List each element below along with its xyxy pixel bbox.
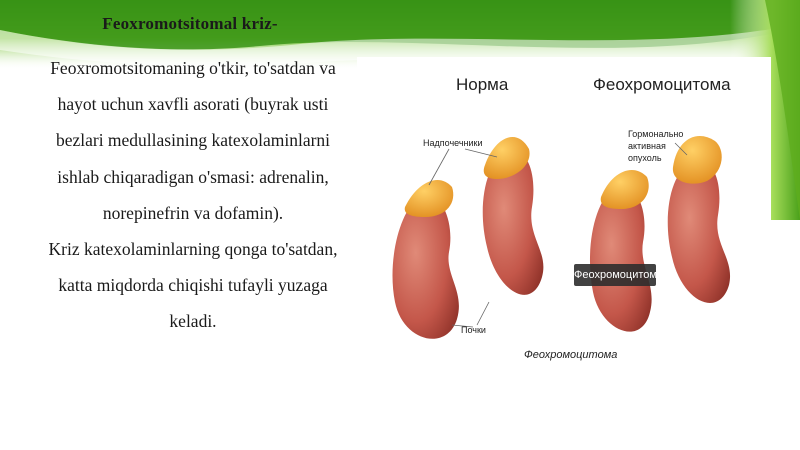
slide-body-text bbox=[34, 50, 352, 340]
heading-pheochromocytoma: Феохромоцитома bbox=[593, 75, 731, 94]
paragraph-definition: Feoxromotsitomaning o'tkir, to'satdan va hayot uchun xavfli asorati (buyrak usti bezlari medullasining katexolaminlarni ishlab chiqaradigan o'smasi: adrenalin, norepinefrin va dofamin). bbox=[50, 58, 336, 223]
label-kidneys: Почки bbox=[461, 325, 486, 335]
label-tumor-line-3: опухоль bbox=[628, 153, 662, 163]
figure-caption: Феохромоцитома bbox=[524, 349, 618, 361]
label-adrenals: Надпочечники bbox=[423, 138, 483, 148]
kidney-diagram bbox=[357, 57, 771, 370]
label-tumor-line-1: Гормонально bbox=[628, 129, 684, 139]
hover-tooltip: Феохромоцитома bbox=[574, 264, 656, 286]
label-tumor-line-2: активная bbox=[628, 141, 666, 151]
heading-normal: Норма bbox=[456, 75, 509, 94]
paragraph-cause: Kriz katexolaminlarning qonga to'satdan, katta miqdorda chiqishi tufayli yuzaga keladi. bbox=[48, 239, 338, 332]
tumor-adrenal-left bbox=[601, 170, 649, 209]
slide-title: Feoxromotsitomal kriz- bbox=[102, 14, 278, 33]
adrenal-illustration bbox=[357, 57, 771, 370]
normal-adrenal-left bbox=[405, 180, 454, 217]
